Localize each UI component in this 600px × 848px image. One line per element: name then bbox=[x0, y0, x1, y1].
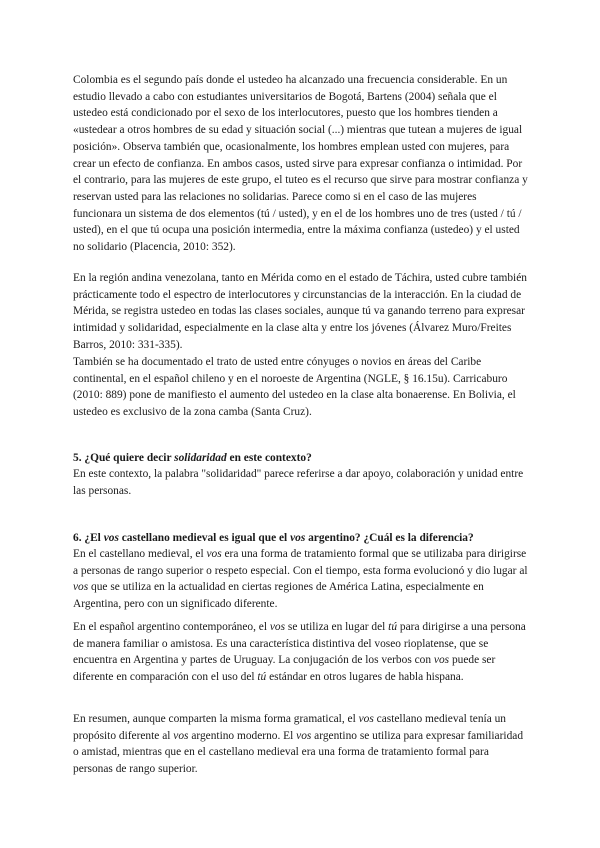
section6-paragraph-2: En el español argentino contemporáneo, el vos se utiliza en lugar del tú para dirigirse a una persona de manera familiar o amistosa. Es una característica distintiva del voseo rioplatense, que se encuentra en Argentina y partes de Uruguay. La conjugación de los verbos con vos puede ser diferente en comparación con el uso del tú estándar en otros lugares de habla hispana. bbox=[73, 621, 526, 684]
intro-paragraph: Colombia es el segundo país donde el ustedeo ha alcanzado una frecuencia considerable. En un estudio llevado a cabo con estudiantes universitarios de Bogotá, Bartens (2004) señala que el ustedeo está condicionado por el sexo de los interlocutores, puesto que los hombres tienden a «ustedear a otros hombres de su edad y situación social (...) mientras que tutean a mujeres de igual posición». Observa también que, ocasionalmente, los hombres emplean usted con mujeres, para crear un efecto de confianza. En ambos casos, usted sirve para expresar confianza o intimidad. Por el contrario, para las mujeres de este grupo, el tuteo es el recurso que sirve para mostrar confianza y reservan usted para las relaciones no solidarias. Parece como si en el caso de las mujeres funcionara un sistema de dos elementos (tú / usted), y en el de los hombres uno de tres (usted / tú / usted), en el que tú ocupa una posición intermedia, entre la máxima confianza (ustedeo) y el usted no solidario (Placencia, 2010: 352). bbox=[73, 74, 528, 254]
caribe-paragraph: También se ha documentado el trato de usted entre cónyuges o novios en áreas del Caribe continental, en el español chileno y en el noroeste de Argentina (NGLE, § 16.15u). Carricaburo (2010: 889) pone de manifiesto el aumento del ustedeo en la clase alta bonaerense. En Bolivia, el ustedeo es exclusivo de la zona camba (Santa Cruz). bbox=[73, 356, 516, 419]
section5-answer: En este contexto, la palabra "solidaridad" parece referirse a dar apoyo, colaboración y unidad entre las personas. bbox=[73, 468, 524, 497]
section6-paragraph-3: En resumen, aunque comparten la misma forma gramatical, el vos castellano medieval tenía un propósito diferente al vos argentino moderno. El vos argentino se utiliza para expresar familiaridad o amistad, mientras que en el castellano medieval era una forma de tratamiento formal para personas de rango superior. bbox=[73, 713, 524, 776]
section6-heading: 6. ¿El vos castellano medieval es igual que el vos argentino? ¿Cuál es la diferencia? bbox=[73, 532, 474, 544]
andes-paragraph: En la región andina venezolana, tanto en Mérida como en el estado de Táchira, usted cubre también prácticamente todo el espectro de interlocutores y circunstancias de la interacción. En la ciudad de Mérida, se registra ustedeo en todas las clases sociales, aunque tú va ganando terreno para expresar intimidad y solidaridad, especialmente en la clase alta y entre los jóvenes (Álvarez Muro/Freites Barros, 2010: 331-335). bbox=[73, 272, 527, 351]
section5-heading: 5. ¿Qué quiere decir solidaridad en este contexto? bbox=[73, 452, 312, 464]
section6-paragraph-1: En el castellano medieval, el vos era una forma de tratamiento formal que se utilizaba para dirigirse a personas de rango superior o respeto especial. Con el tiempo, esta forma evolucionó y dio lugar al vos que se utiliza en la actualidad en ciertas regiones de América Latina, especialmente en Argentina, pero con un significado diferente. bbox=[73, 548, 528, 611]
